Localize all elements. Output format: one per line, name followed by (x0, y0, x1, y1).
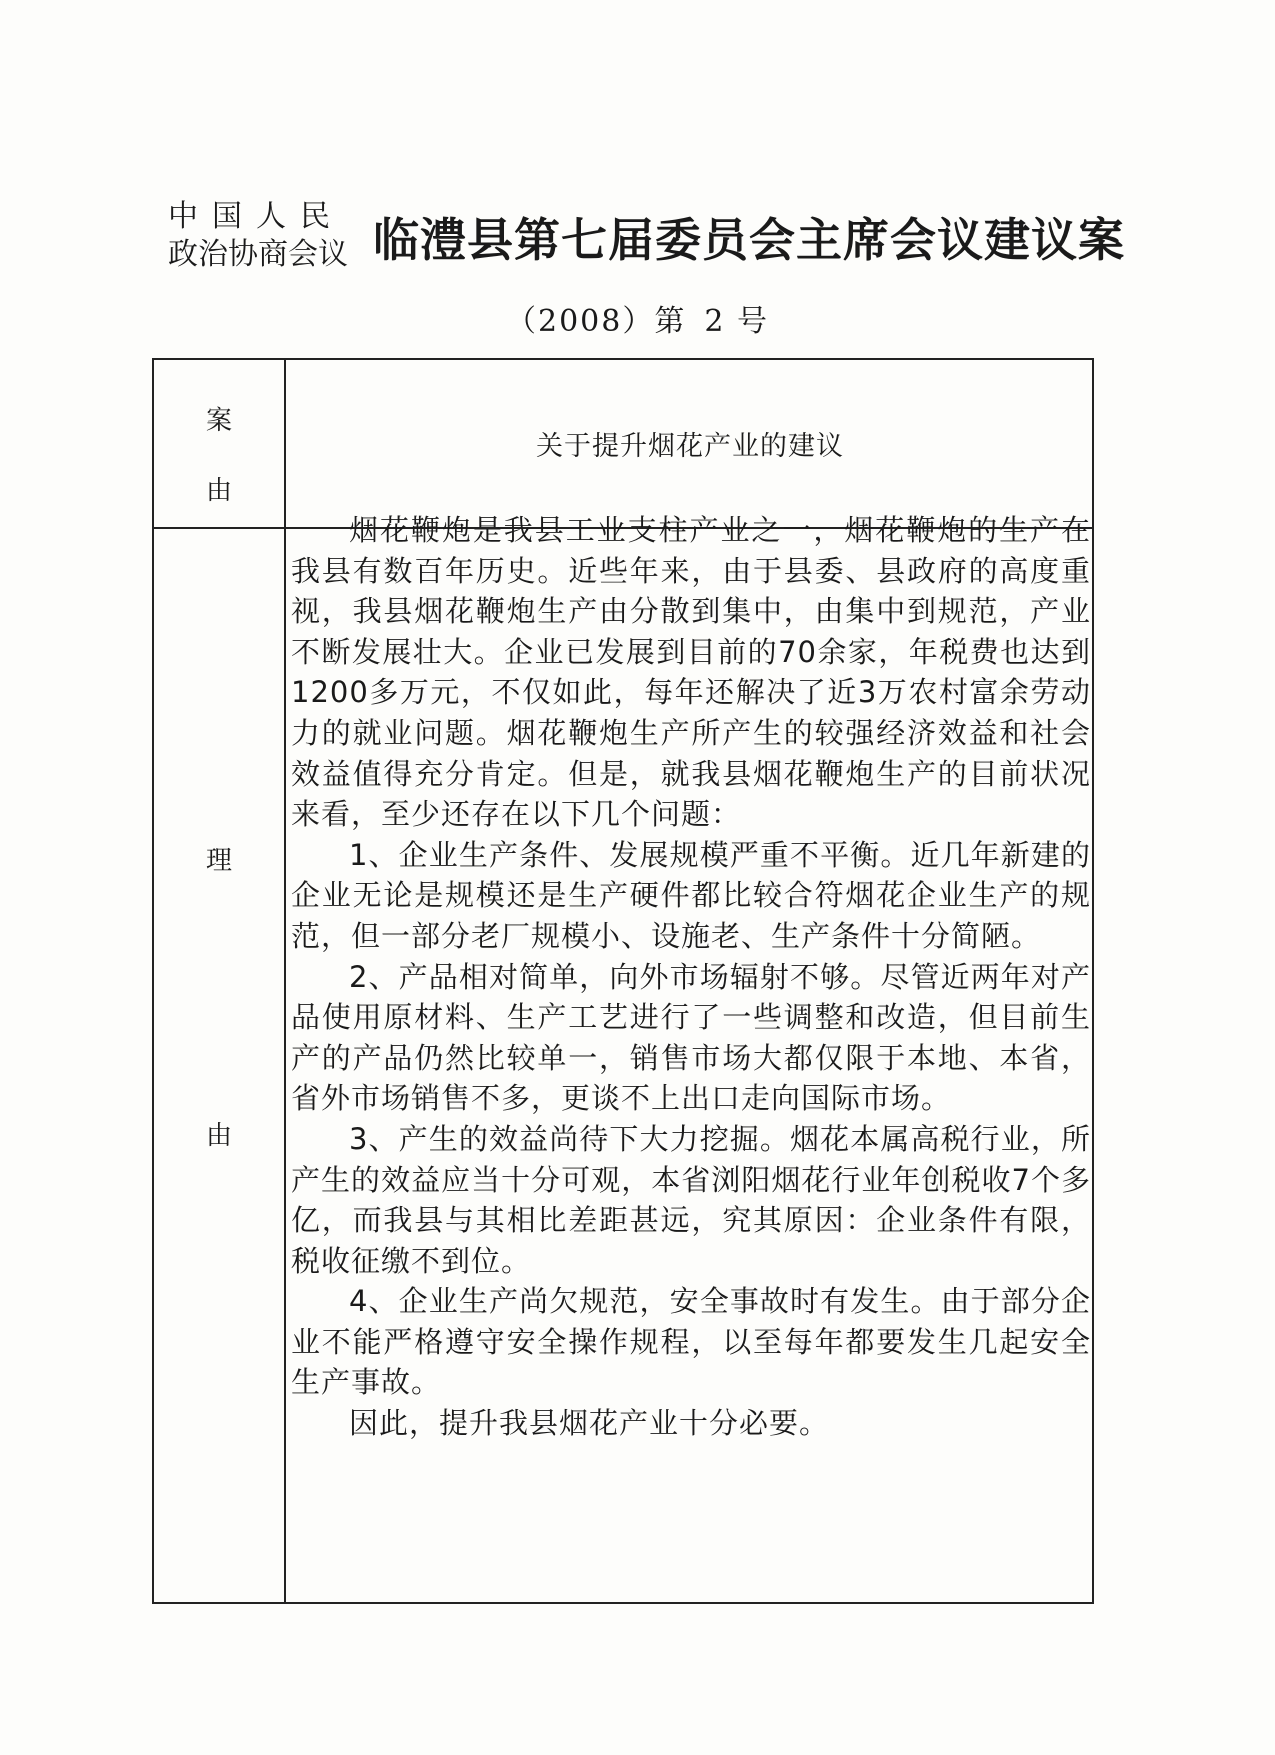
reason-label-char-1: 理 (205, 846, 232, 876)
document-number-year: （2008）第 (506, 304, 687, 339)
reason-paragraph: 1、企业生产条件、发展规模严重不平衡。近几年新建的企业无论是规模还是生产硬件都比较合符烟花企业生产的规范，但一部分老厂规模小、设施老、生产条件十分简陋。 (291, 837, 1091, 953)
reason-label-char-2: 由 (205, 1121, 232, 1151)
subject-label-char-1: 案 (205, 406, 232, 436)
reason-paragraph: 4、企业生产尚欠规范，安全事故时有发生。由于部分企业不能严格遵守安全操作规程，以至每年都要发生几起安全生产事故。 (291, 1284, 1091, 1400)
subject-label-char-2: 由 (205, 476, 232, 506)
subject-text: 关于提升烟花产业的建议 (536, 431, 844, 462)
reason-paragraph: 烟花鞭炮是我县工业支柱产业之一，烟花鞭炮的生产在我县有数百年历史。近些年来，由于县委、县政府的高度重视，我县烟花鞭炮生产由分散到集中，由集中到规范，产业不断发展壮大。企业已发展到目前的70余家，年税费也达到1200多万元，不仅如此，每年还解决了近3万农村富余劳动力的就业问题。烟花鞭炮生产所产生的较强经济效益和社会效益值得充分肯定。但是，就我县烟花鞭炮生产的目前状况来看，至少还存在以下几个问题： (291, 513, 1091, 832)
reason-paragraph: 3、产生的效益尚待下大力挖掘。烟花本属高税行业，所产生的效益应当十分可观，本省浏阳烟花行业年创税收7个多亿，而我县与其相比差距甚远，究其原因：企业条件有限，税收征缴不到位。 (291, 1121, 1091, 1278)
reason-paragraph: 因此，提升我县烟花产业十分必要。 (349, 1406, 830, 1441)
table-column-divider (284, 360, 286, 1602)
document-title: 临澧县第七届委员会主席会议建议案 (373, 213, 1125, 267)
issuing-organization (168, 198, 368, 274)
reason-paragraph: 2、产品相对简单，向外市场辐射不够。尽管近两年对产品使用原材料、生产工艺进行了一些调整和改造，但目前生产的产品仍然比较单一，销售市场大都仅限于本地、本省，省外市场销售不多，更谈不上出口走向国际市场。 (291, 959, 1091, 1116)
document-number (0, 296, 1275, 340)
organization-line-2: 政治协商会议 (168, 237, 348, 272)
document-number-value: 2 号 (704, 304, 769, 339)
proposal-table (152, 358, 1094, 1604)
organization-line-1: 中国人民 (168, 199, 344, 234)
reason-body (291, 510, 1091, 1444)
document-header (168, 198, 1125, 278)
